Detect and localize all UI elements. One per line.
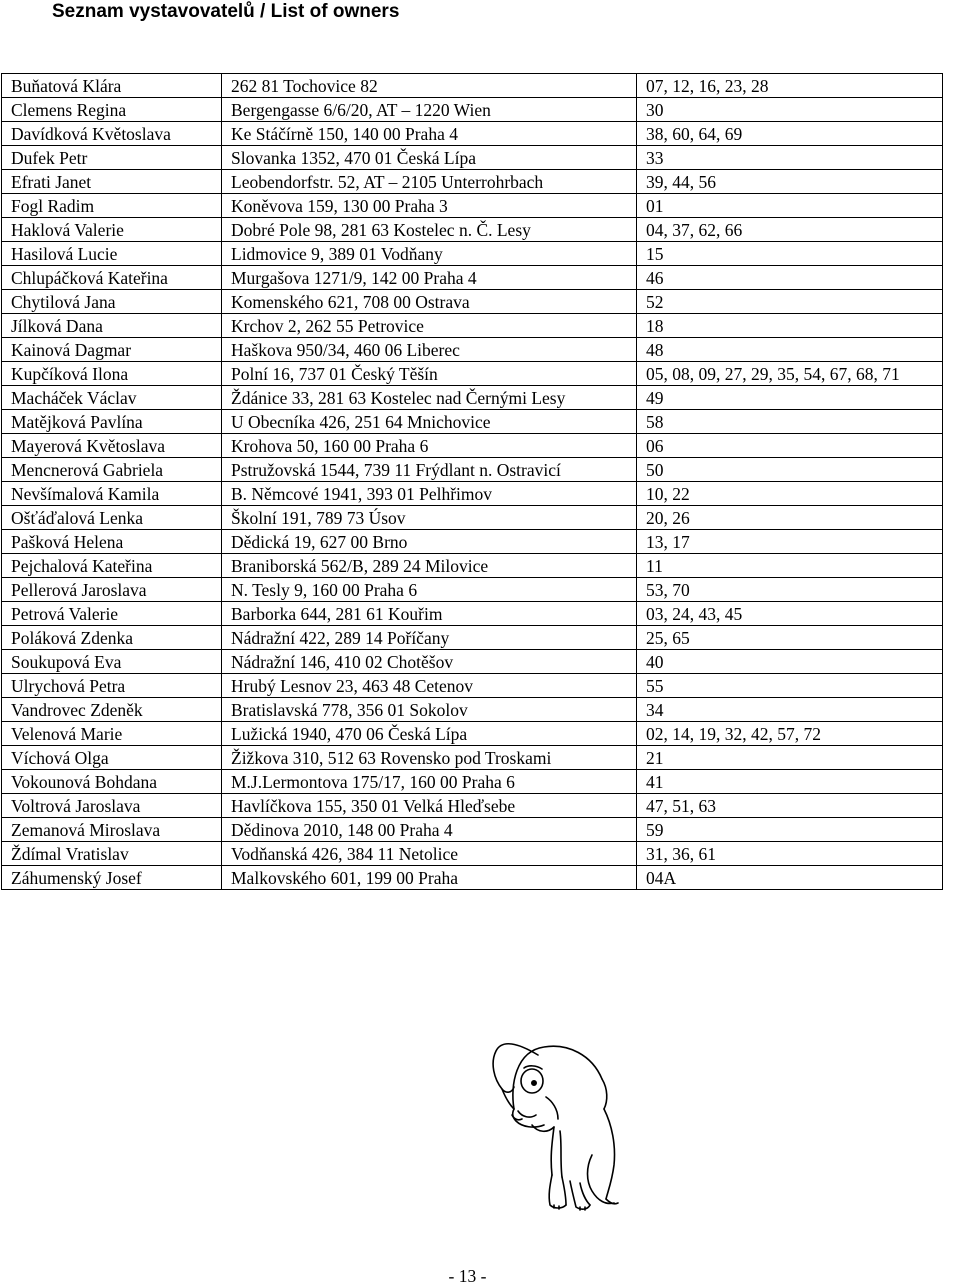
owner-address-cell: Barborka 644, 281 61 Kouřim xyxy=(222,602,637,626)
table-row xyxy=(2,626,943,650)
owner-address-cell: Dobré Pole 98, 281 63 Kostelec n. Č. Lesy xyxy=(222,218,637,242)
owner-address-cell: Krohova 50, 160 00 Praha 6 xyxy=(222,434,637,458)
owner-name-cell: Pellerová Jaroslava xyxy=(2,578,222,602)
owner-address-cell: Havlíčkova 155, 350 01 Velká Hleďsebe xyxy=(222,794,637,818)
owner-name-cell: Chytilová Jana xyxy=(2,290,222,314)
owner-numbers-cell: 52 xyxy=(637,290,943,314)
owner-address-cell: Slovanka 1352, 470 01 Česká Lípa xyxy=(222,146,637,170)
table-row xyxy=(2,602,943,626)
owner-address-cell: Koněvova 159, 130 00 Praha 3 xyxy=(222,194,637,218)
owner-numbers-cell: 47, 51, 63 xyxy=(637,794,943,818)
table-row xyxy=(2,242,943,266)
table-row xyxy=(2,578,943,602)
owner-numbers-cell: 21 xyxy=(637,746,943,770)
owner-name-cell: Efrati Janet xyxy=(2,170,222,194)
owner-numbers-cell: 11 xyxy=(637,554,943,578)
owner-address-cell: Ždánice 33, 281 63 Kostelec nad Černými Lesy xyxy=(222,386,637,410)
owner-numbers-cell: 04A xyxy=(637,866,943,890)
owner-name-cell: Fogl Radim xyxy=(2,194,222,218)
owners-table-body xyxy=(2,74,943,890)
page-heading: Seznam vystavovatelů / List of owners xyxy=(52,1,400,22)
owner-address-cell: Komenského 621, 708 00 Ostrava xyxy=(222,290,637,314)
owner-name-cell: Davídková Květoslava xyxy=(2,122,222,146)
owner-address-cell: B. Němcové 1941, 393 01 Pelhřimov xyxy=(222,482,637,506)
owner-numbers-cell: 20, 26 xyxy=(637,506,943,530)
owner-name-cell: Mayerová Květoslava xyxy=(2,434,222,458)
owner-numbers-cell: 59 xyxy=(637,818,943,842)
table-row xyxy=(2,290,943,314)
owner-address-cell: Vodňanská 426, 384 11 Netolice xyxy=(222,842,637,866)
owner-name-cell: Poláková Zdenka xyxy=(2,626,222,650)
owner-address-cell: Leobendorfstr. 52, AT – 2105 Unterrohrbach xyxy=(222,170,637,194)
owner-address-cell: Braniborská 562/B, 289 24 Milovice xyxy=(222,554,637,578)
owner-name-cell: Macháček Václav xyxy=(2,386,222,410)
table-row xyxy=(2,218,943,242)
owner-address-cell: Ke Stáčírně 150, 140 00 Praha 4 xyxy=(222,122,637,146)
table-row xyxy=(2,386,943,410)
owner-address-cell: Pstružovská 1544, 739 11 Frýdlant n. Ostravicí xyxy=(222,458,637,482)
table-row xyxy=(2,698,943,722)
owner-name-cell: Víchová Olga xyxy=(2,746,222,770)
owner-address-cell: Žižkova 310, 512 63 Rovensko pod Troskami xyxy=(222,746,637,770)
owner-name-cell: Buňatová Klára xyxy=(2,74,222,98)
owner-name-cell: Nevšímalová Kamila xyxy=(2,482,222,506)
table-row xyxy=(2,122,943,146)
owner-address-cell: M.J.Lermontova 175/17, 160 00 Praha 6 xyxy=(222,770,637,794)
owner-numbers-cell: 49 xyxy=(637,386,943,410)
owner-numbers-cell: 58 xyxy=(637,410,943,434)
owner-numbers-cell: 07, 12, 16, 23, 28 xyxy=(637,74,943,98)
owner-address-cell: Haškova 950/34, 460 06 Liberec xyxy=(222,338,637,362)
owner-name-cell: Soukupová Eva xyxy=(2,650,222,674)
table-row xyxy=(2,722,943,746)
owner-name-cell: Pejchalová Kateřina xyxy=(2,554,222,578)
owner-address-cell: U Obecníka 426, 251 64 Mnichovice xyxy=(222,410,637,434)
owner-name-cell: Zemanová Miroslava xyxy=(2,818,222,842)
owner-numbers-cell: 04, 37, 62, 66 xyxy=(637,218,943,242)
table-row xyxy=(2,314,943,338)
table-row xyxy=(2,866,943,890)
table-row xyxy=(2,74,943,98)
owner-name-cell: Chlupáčková Kateřina xyxy=(2,266,222,290)
owner-numbers-cell: 48 xyxy=(637,338,943,362)
owner-address-cell: Dědinova 2010, 148 00 Praha 4 xyxy=(222,818,637,842)
table-row xyxy=(2,482,943,506)
owner-address-cell: Školní 191, 789 73 Úsov xyxy=(222,506,637,530)
owner-address-cell: Bergengasse 6/6/20, AT – 1220 Wien xyxy=(222,98,637,122)
table-row xyxy=(2,554,943,578)
owner-numbers-cell: 53, 70 xyxy=(637,578,943,602)
owner-numbers-cell: 05, 08, 09, 27, 29, 35, 54, 67, 68, 71 xyxy=(637,362,943,386)
owner-address-cell: Bratislavská 778, 356 01 Sokolov xyxy=(222,698,637,722)
owner-name-cell: Jílková Dana xyxy=(2,314,222,338)
owner-numbers-cell: 50 xyxy=(637,458,943,482)
table-row xyxy=(2,338,943,362)
owner-numbers-cell: 18 xyxy=(637,314,943,338)
page-number: - 13 - xyxy=(448,1266,487,1286)
owner-address-cell: Nádražní 146, 410 02 Chotěšov xyxy=(222,650,637,674)
owner-numbers-cell: 03, 24, 43, 45 xyxy=(637,602,943,626)
owner-name-cell: Ulrychová Petra xyxy=(2,674,222,698)
owner-numbers-cell: 55 xyxy=(637,674,943,698)
table-row xyxy=(2,434,943,458)
table-row xyxy=(2,362,943,386)
owner-name-cell: Kainová Dagmar xyxy=(2,338,222,362)
owner-address-cell: Murgašova 1271/9, 142 00 Praha 4 xyxy=(222,266,637,290)
owner-name-cell: Haklová Valerie xyxy=(2,218,222,242)
owner-numbers-cell: 30 xyxy=(637,98,943,122)
owner-name-cell: Vandrovec Zdeněk xyxy=(2,698,222,722)
owner-name-cell: Ždímal Vratislav xyxy=(2,842,222,866)
owner-address-cell: Malkovského 601, 199 00 Praha xyxy=(222,866,637,890)
owner-numbers-cell: 10, 22 xyxy=(637,482,943,506)
owner-address-cell: Krchov 2, 262 55 Petrovice xyxy=(222,314,637,338)
owner-name-cell: Velenová Marie xyxy=(2,722,222,746)
owner-name-cell: Clemens Regina xyxy=(2,98,222,122)
table-row xyxy=(2,794,943,818)
owner-numbers-cell: 33 xyxy=(637,146,943,170)
table-row xyxy=(2,458,943,482)
table-row xyxy=(2,170,943,194)
table-row xyxy=(2,770,943,794)
table-row xyxy=(2,674,943,698)
owner-address-cell: 262 81 Tochovice 82 xyxy=(222,74,637,98)
table-row xyxy=(2,530,943,554)
table-row xyxy=(2,410,943,434)
owner-address-cell: Lidmovice 9, 389 01 Vodňany xyxy=(222,242,637,266)
owner-numbers-cell: 39, 44, 56 xyxy=(637,170,943,194)
table-row xyxy=(2,818,943,842)
table-row xyxy=(2,650,943,674)
owner-numbers-cell: 38, 60, 64, 69 xyxy=(637,122,943,146)
owner-name-cell: Pašková Helena xyxy=(2,530,222,554)
owner-numbers-cell: 02, 14, 19, 32, 42, 57, 72 xyxy=(637,722,943,746)
owner-name-cell: Matějková Pavlína xyxy=(2,410,222,434)
owner-numbers-cell: 46 xyxy=(637,266,943,290)
owner-address-cell: N. Tesly 9, 160 00 Praha 6 xyxy=(222,578,637,602)
owner-name-cell: Vokounová Bohdana xyxy=(2,770,222,794)
owner-numbers-cell: 13, 17 xyxy=(637,530,943,554)
owner-numbers-cell: 15 xyxy=(637,242,943,266)
owner-address-cell: Hrubý Lesnov 23, 463 48 Cetenov xyxy=(222,674,637,698)
owner-numbers-cell: 41 xyxy=(637,770,943,794)
owner-numbers-cell: 06 xyxy=(637,434,943,458)
dog-drawing xyxy=(488,1005,628,1215)
table-row xyxy=(2,746,943,770)
owner-name-cell: Voltrová Jaroslava xyxy=(2,794,222,818)
owner-name-cell: Kupčíková Ilona xyxy=(2,362,222,386)
owner-name-cell: Ošťáďalová Lenka xyxy=(2,506,222,530)
owner-address-cell: Dědická 19, 627 00 Brno xyxy=(222,530,637,554)
owner-numbers-cell: 25, 65 xyxy=(637,626,943,650)
table-row xyxy=(2,506,943,530)
owner-name-cell: Záhumenský Josef xyxy=(2,866,222,890)
owner-name-cell: Dufek Petr xyxy=(2,146,222,170)
table-row xyxy=(2,842,943,866)
table-row xyxy=(2,98,943,122)
owner-address-cell: Lužická 1940, 470 06 Česká Lípa xyxy=(222,722,637,746)
owner-address-cell: Nádražní 422, 289 14 Poříčany xyxy=(222,626,637,650)
owner-address-cell: Polní 16, 737 01 Český Těšín xyxy=(222,362,637,386)
owner-name-cell: Mencnerová Gabriela xyxy=(2,458,222,482)
owner-numbers-cell: 40 xyxy=(637,650,943,674)
owner-numbers-cell: 01 xyxy=(637,194,943,218)
table-row xyxy=(2,194,943,218)
owner-name-cell: Hasilová Lucie xyxy=(2,242,222,266)
owners-table xyxy=(1,73,943,890)
table-row xyxy=(2,146,943,170)
owner-numbers-cell: 34 xyxy=(637,698,943,722)
owner-name-cell: Petrová Valerie xyxy=(2,602,222,626)
table-row xyxy=(2,266,943,290)
owner-numbers-cell: 31, 36, 61 xyxy=(637,842,943,866)
